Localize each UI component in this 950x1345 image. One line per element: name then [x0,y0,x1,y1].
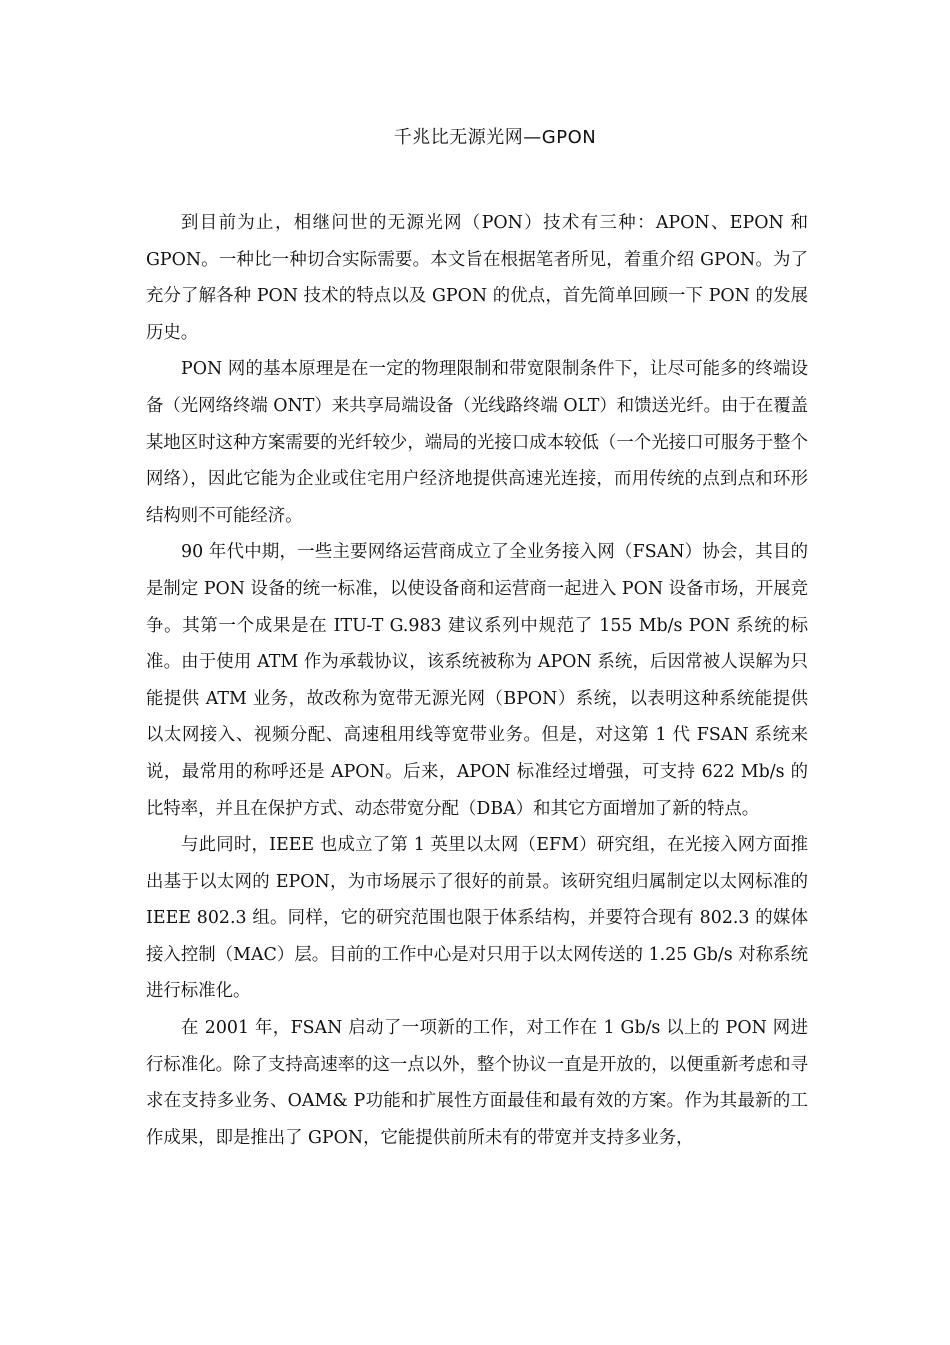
document-body [146,205,808,1156]
paragraph: 在 2001 年，FSAN 启动了一项新的工作，对工作在 1 Gb/s 以上的 PON 网进行标准化。除了支持高速率的这一点以外，整个协议一直是开放的，以便重新考虑和寻求在支持多业务、OAM& P功能和扩展性方面最佳和最有效的方案。作为其最新的工作成果，即是推出了 GPON，它能提供前所未有的带宽并支持多业务， [146,1018,808,1148]
paragraph: 到目前为止，相继问世的无源光网（PON）技术有三种：APON、EPON 和 GPON。一种比一种切合实际需要。本文旨在根据笔者所见，着重介绍 GPON。为了充分了解各种 PON 技术的特点以及 GPON 的优点，首先简单回顾一下 PON 的发展历史。 [146,213,808,343]
document-title: 千兆比无源光网—GPON [393,127,597,148]
paragraph: PON 网的基本原理是在一定的物理限制和带宽限制条件下，让尽可能多的终端设备（光网络终端 ONT）来共享局端设备（光线路终端 OLT）和馈送光纤。由于在覆盖某地区时这种方案需要的光纤较少，端局的光接口成本较低（一个光接口可服务于整个网络），因此它能为企业或住宅用户经济地提供高速光连接，而用传统的点到点和环形结构则不可能经济。 [146,359,809,526]
paragraph: 90 年代中期，一些主要网络运营商成立了全业务接入网（FSAN）协会，其目的是制定 PON 设备的统一标准，以使设备商和运营商一起进入 PON 设备市场，开展竞争。其第一个成果是在 ITU-T G.983 建议系列中规范了 155 Mb/s PON 系统的标准。由于使用 ATM 作为承载协议，该系统被称为 APON 系统，后因常被人误解为只能提供 ATM 业务，故改称为宽带无源光网（BPON）系统，以表明这种系统能提供以太网接入、视频分配、高速租用线等宽带业务。但是，对这第 1 代 FSAN 系统来说，最常用的称呼还是 APON。后来，APON 标准经过增强，可支持 622 Mb/s 的比特率，并且在保护方式、动态带宽分配（DBA）和其它方面增加了新的特点。 [146,542,808,819]
paragraph: 与此同时，IEEE 也成立了第 1 英里以太网（EFM）研究组，在光接入网方面推出基于以太网的 EPON，为市场展示了很好的前景。该研究组归属制定以太网标准的 IEEE 802.3 组。同样，它的研究范围也限于体系结构，并要符合现有 802.3 的媒体接入控制（MAC）层。目前的工作中心是对只用于以太网传送的 1.25 Gb/s 对称系统进行标准化。 [146,835,808,1002]
